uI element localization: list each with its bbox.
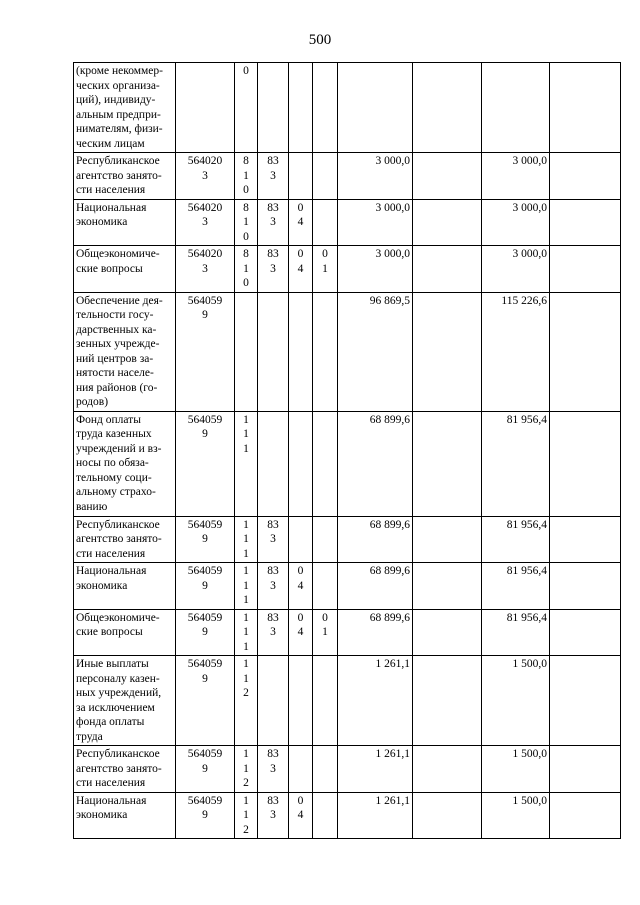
cell-empty-1 [413, 609, 482, 656]
cell-empty-2 [550, 746, 621, 793]
cell-gr: 83 3 [258, 246, 289, 293]
cell-code: 564059 9 [176, 563, 235, 610]
cell-rz [289, 746, 313, 793]
cell-code: 564059 9 [176, 656, 235, 746]
cell-vr: 1 1 2 [235, 746, 258, 793]
cell-pr [313, 792, 338, 839]
cell-empty-2 [550, 199, 621, 246]
cell-empty-2 [550, 411, 621, 516]
cell-pr [313, 746, 338, 793]
cell-rz: 0 4 [289, 199, 313, 246]
table-row [74, 292, 621, 411]
cell-pr [313, 153, 338, 200]
cell-gr [258, 411, 289, 516]
cell-empty-1 [413, 746, 482, 793]
cell-name: Национальная экономика [74, 199, 176, 246]
cell-rz [289, 516, 313, 563]
cell-empty-2 [550, 63, 621, 153]
cell-empty-2 [550, 563, 621, 610]
cell-vr: 1 1 2 [235, 656, 258, 746]
cell-gr [258, 292, 289, 411]
cell-vr: 8 1 0 [235, 246, 258, 293]
cell-empty-1 [413, 563, 482, 610]
cell-value-1: 68 899,6 [338, 411, 413, 516]
cell-pr [313, 656, 338, 746]
cell-code: 564059 9 [176, 792, 235, 839]
cell-empty-1 [413, 792, 482, 839]
cell-empty-2 [550, 609, 621, 656]
cell-value-1 [338, 63, 413, 153]
cell-value-2: 1 500,0 [482, 746, 550, 793]
table-row [74, 199, 621, 246]
cell-pr [313, 199, 338, 246]
cell-value-2: 3 000,0 [482, 153, 550, 200]
cell-gr: 83 3 [258, 153, 289, 200]
cell-gr [258, 656, 289, 746]
table-row [74, 411, 621, 516]
page-number: 500 [308, 32, 332, 48]
cell-vr [235, 292, 258, 411]
table-row [74, 516, 621, 563]
cell-value-1: 3 000,0 [338, 246, 413, 293]
cell-rz [289, 153, 313, 200]
cell-rz: 0 4 [289, 246, 313, 293]
cell-empty-1 [413, 516, 482, 563]
cell-vr: 1 1 1 [235, 563, 258, 610]
cell-value-2: 1 500,0 [482, 656, 550, 746]
cell-empty-1 [413, 153, 482, 200]
cell-name: Фонд оплаты труда казенных учреждений и вз- носы по обяза- тельному соци- альному страхо- ванию [74, 411, 176, 516]
cell-name: Национальная экономика [74, 792, 176, 839]
cell-empty-2 [550, 656, 621, 746]
table-row [74, 63, 621, 153]
cell-code: 564059 9 [176, 292, 235, 411]
cell-value-2: 81 956,4 [482, 411, 550, 516]
cell-name: Общеэкономиче- ские вопросы [74, 609, 176, 656]
cell-code: 564020 3 [176, 199, 235, 246]
cell-empty-1 [413, 246, 482, 293]
cell-name: Обеспечение дея- тельности госу- дарственных ка- зенных учрежде- ний центров за- нятости населе- ния районов (го- родов) [74, 292, 176, 411]
table-row [74, 563, 621, 610]
cell-empty-2 [550, 516, 621, 563]
cell-value-2: 81 956,4 [482, 609, 550, 656]
cell-vr: 1 1 1 [235, 609, 258, 656]
cell-value-1: 1 261,1 [338, 746, 413, 793]
cell-rz: 0 4 [289, 609, 313, 656]
table-row [74, 153, 621, 200]
cell-pr [313, 516, 338, 563]
cell-pr [313, 292, 338, 411]
cell-value-2: 3 000,0 [482, 199, 550, 246]
table-row [74, 746, 621, 793]
cell-empty-1 [413, 292, 482, 411]
cell-code: 564059 9 [176, 609, 235, 656]
cell-code: 564020 3 [176, 246, 235, 293]
cell-rz [289, 292, 313, 411]
table-row [74, 792, 621, 839]
cell-empty-1 [413, 63, 482, 153]
cell-name: Республиканское агентство занято- сти населения [74, 516, 176, 563]
cell-empty-2 [550, 792, 621, 839]
cell-name: Иные выплаты персоналу казен- ных учреждений, за исключением фонда оплаты труда [74, 656, 176, 746]
cell-code: 564059 9 [176, 411, 235, 516]
cell-rz [289, 63, 313, 153]
cell-gr: 83 3 [258, 609, 289, 656]
cell-value-2: 3 000,0 [482, 246, 550, 293]
cell-value-1: 68 899,6 [338, 563, 413, 610]
cell-code: 564020 3 [176, 153, 235, 200]
cell-value-1: 1 261,1 [338, 792, 413, 839]
cell-value-2: 81 956,4 [482, 516, 550, 563]
cell-name: Республиканское агентство занято- сти населения [74, 153, 176, 200]
cell-empty-1 [413, 199, 482, 246]
cell-vr: 1 1 2 [235, 792, 258, 839]
cell-gr: 83 3 [258, 199, 289, 246]
cell-value-2: 115 226,6 [482, 292, 550, 411]
cell-gr: 83 3 [258, 746, 289, 793]
cell-vr: 0 [235, 63, 258, 153]
cell-rz [289, 656, 313, 746]
cell-name: Общеэкономиче- ские вопросы [74, 246, 176, 293]
budget-table [73, 62, 621, 839]
cell-value-1: 68 899,6 [338, 516, 413, 563]
table-row [74, 656, 621, 746]
cell-rz: 0 4 [289, 792, 313, 839]
cell-gr [258, 63, 289, 153]
cell-pr: 0 1 [313, 609, 338, 656]
cell-code [176, 63, 235, 153]
cell-value-1: 1 261,1 [338, 656, 413, 746]
cell-rz [289, 411, 313, 516]
cell-value-2 [482, 63, 550, 153]
cell-empty-1 [413, 656, 482, 746]
cell-code: 564059 9 [176, 746, 235, 793]
cell-empty-1 [413, 411, 482, 516]
cell-pr [313, 563, 338, 610]
table-row [74, 609, 621, 656]
cell-vr: 1 1 1 [235, 516, 258, 563]
cell-pr [313, 63, 338, 153]
cell-pr: 0 1 [313, 246, 338, 293]
cell-vr: 8 1 0 [235, 153, 258, 200]
cell-name: Республиканское агентство занято- сти населения [74, 746, 176, 793]
cell-gr: 83 3 [258, 792, 289, 839]
cell-value-1: 3 000,0 [338, 153, 413, 200]
cell-rz: 0 4 [289, 563, 313, 610]
cell-empty-2 [550, 246, 621, 293]
cell-empty-2 [550, 153, 621, 200]
cell-code: 564059 9 [176, 516, 235, 563]
cell-pr [313, 411, 338, 516]
cell-value-1: 68 899,6 [338, 609, 413, 656]
cell-vr: 1 1 1 [235, 411, 258, 516]
cell-value-1: 96 869,5 [338, 292, 413, 411]
cell-gr: 83 3 [258, 563, 289, 610]
cell-vr: 8 1 0 [235, 199, 258, 246]
cell-value-1: 3 000,0 [338, 199, 413, 246]
table-row [74, 246, 621, 293]
cell-value-2: 1 500,0 [482, 792, 550, 839]
cell-empty-2 [550, 292, 621, 411]
cell-value-2: 81 956,4 [482, 563, 550, 610]
cell-gr: 83 3 [258, 516, 289, 563]
cell-name: (кроме некоммер- ческих организа- ций), индивиду- альным предпри- нимателям, физи- ческим лицам [74, 63, 176, 153]
cell-name: Национальная экономика [74, 563, 176, 610]
